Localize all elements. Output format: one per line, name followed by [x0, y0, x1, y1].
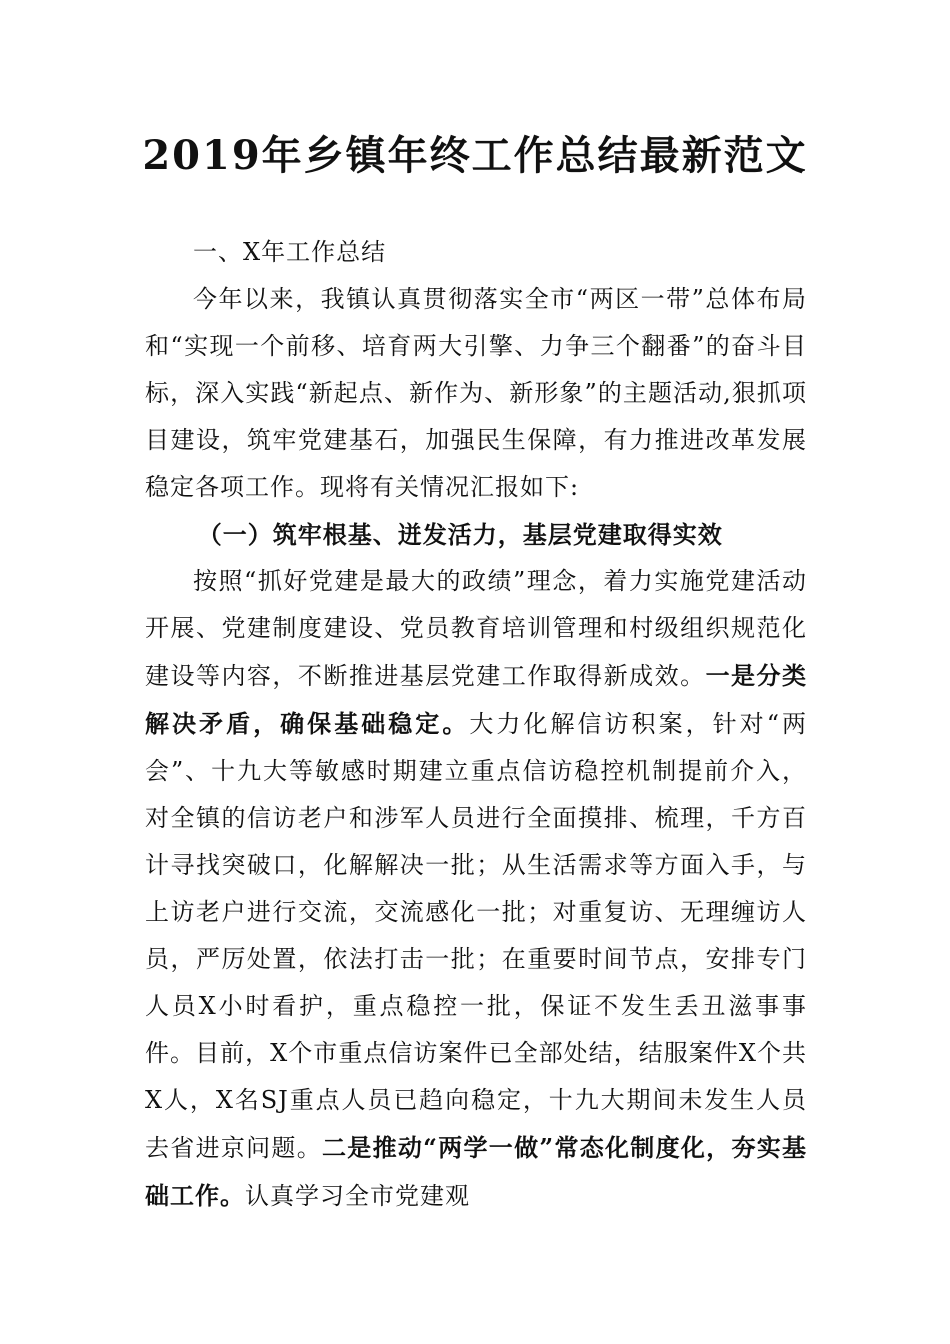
point-one-title: 一是分类解决矛盾，确保基础稳定。	[145, 661, 808, 738]
point-two-text: 认真学习全市党建观	[245, 1182, 470, 1210]
point-two-title: 二是推动“两学一做”常态化制度化，夯实基础工作。	[145, 1133, 808, 1210]
point-one-text: 大力化解信访积案，针对“两会”、十九大等敏感时期建立重点信访稳控机制提前介入，对全镇的信访老户和涉军人员进行全面摸排、梳理，千方百计寻找突破口，化解解决一批；从生活需求等方面入手，与上访老户进行交流，交流感化一批；对重复访、无理缠访人员，严厉处置，依法打击一批；在重要时间节点，安排专门人员X小时看护，重点稳控一批，保证不发生丢丑滋事事件。目前，X个市重点信访案件已全部处结，结服案件X个共X人，X名SJ重点人员已趋向稳定，十九大期间未发生人员去省进京问题。	[145, 710, 807, 1162]
subsection-heading: （一）筑牢根基、迸发活力，基层党建取得实效	[197, 520, 723, 549]
document-body	[145, 229, 807, 1220]
intro-paragraph: 今年以来，我镇认真贯彻落实全市“两区一带”总体布局和“实现一个前移、培育两大引擎、力争三个翻番”的奋斗目标，深入实践“新起点、新作为、新形象”的主题活动,狠抓项目建设，筑牢党建基石，加强民生保障，有力推进改革发展稳定各项工作。现将有关情况汇报如下:	[145, 285, 807, 501]
paragraph-lead: 按照“抓好党建是最大的政绩”理念，着力实施党建活动开展、党建制度建设、党员教育培训管理和村级组织规范化建设等内容，不断推进基层党建工作取得新成效。	[145, 567, 807, 690]
body-paragraph	[145, 558, 807, 1220]
section-heading: 一、X年工作总结	[193, 238, 387, 266]
document-title: 2019年乡镇年终工作总结最新范文	[142, 132, 808, 179]
